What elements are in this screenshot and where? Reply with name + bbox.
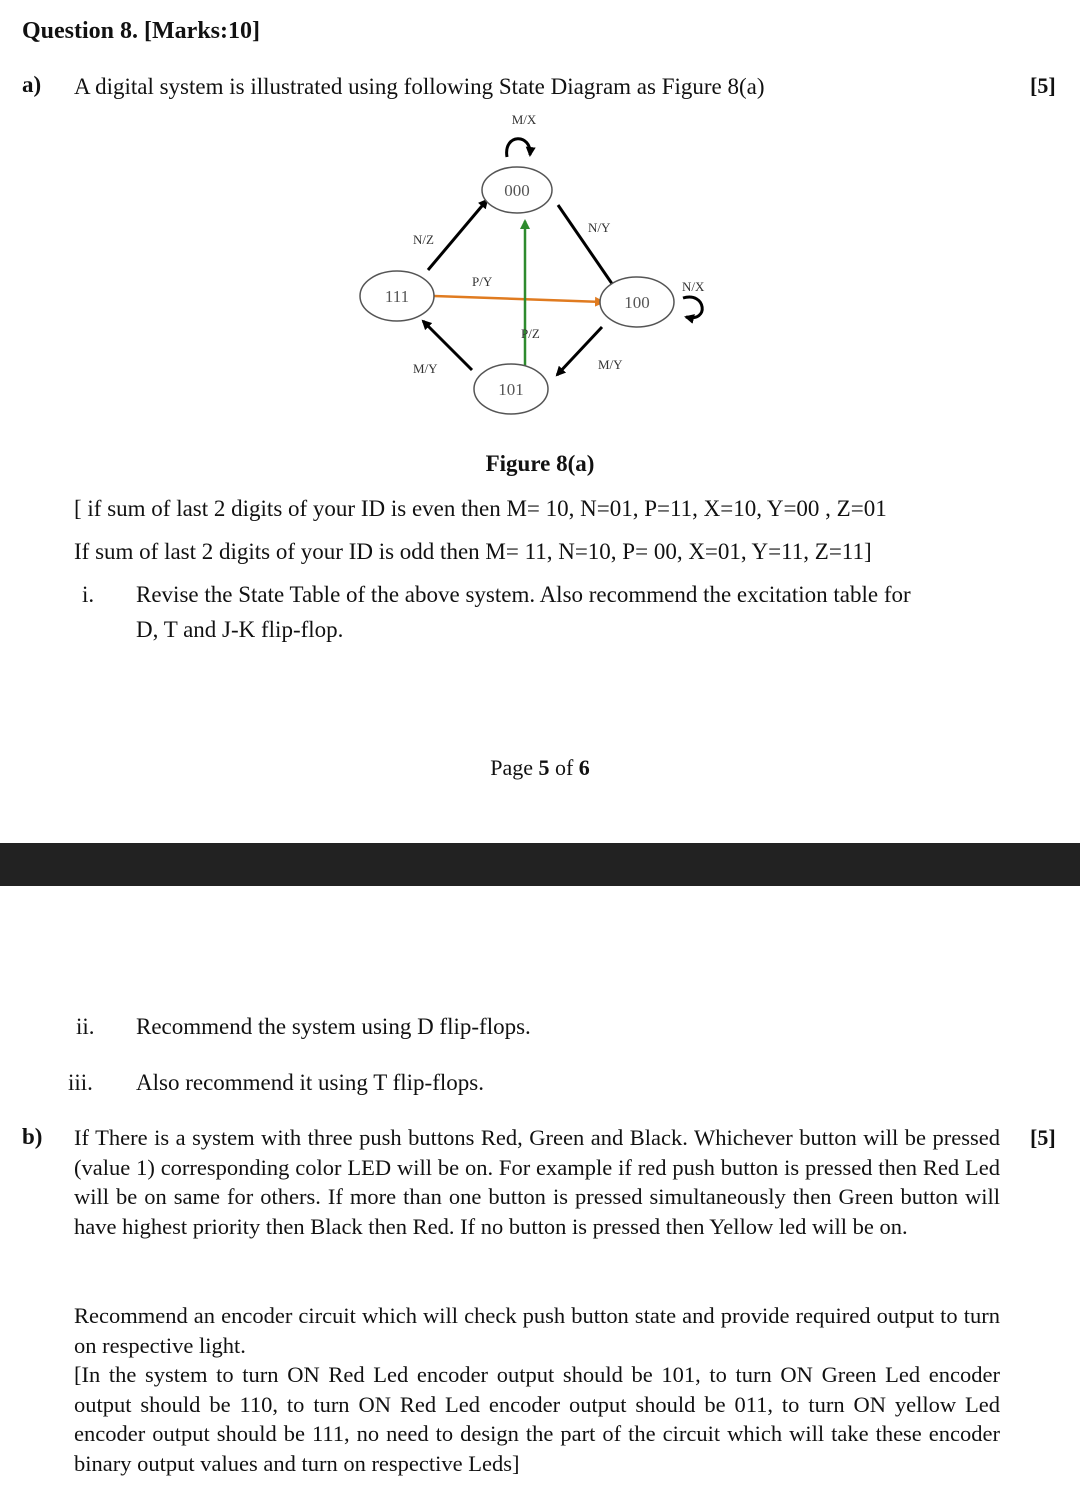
edge-000-100 <box>558 205 617 291</box>
condition-even: [ if sum of last 2 digits of your ID is even then M= 10, N=01, P=11, X=10, Y=00 , Z=01 <box>74 496 887 521</box>
edge-self-100 <box>683 297 702 318</box>
label-self-000: M/X <box>511 112 537 127</box>
page-number: Page 5 of 6 <box>490 755 590 780</box>
item-i-line1: Revise the State Table of the above system. Also recommend the excitation table for <box>136 582 911 607</box>
state-101-label: 101 <box>498 380 524 399</box>
state-100-label: 100 <box>624 293 650 312</box>
label-101-000: P/Z <box>521 326 540 341</box>
part-b-marks: [5] <box>1030 1125 1056 1150</box>
state-000-label: 000 <box>504 181 530 200</box>
figure-caption: Figure 8(a) <box>485 451 595 476</box>
part-b-paragraph-2: Recommend an encoder circuit which will check push button state and provide required output to turn on respective light. <box>74 1303 1000 1358</box>
page-separator-bar <box>0 843 1080 886</box>
state-diagram <box>340 105 740 435</box>
item-i-number: i. <box>82 582 95 607</box>
item-ii-text: Recommend the system using D flip-flops. <box>136 1014 531 1039</box>
label-101-111: M/Y <box>413 361 438 376</box>
item-i-line2: D, T and J-K flip-flop. <box>136 617 344 642</box>
part-a-label: a) <box>22 72 42 97</box>
label-111-100: P/Y <box>472 274 493 289</box>
item-iii-text: Also recommend it using T flip-flops. <box>136 1070 484 1095</box>
part-a-text: A digital system is illustrated using following State Diagram as Figure 8(a) <box>74 74 765 99</box>
condition-odd: If sum of last 2 digits of your ID is odd then M= 11, N=10, P= 00, X=01, Y=11, Z=11] <box>74 539 872 564</box>
label-111-000: N/Z <box>413 232 434 247</box>
edge-100-101 <box>557 327 602 375</box>
label-000-100: N/Y <box>588 220 611 235</box>
label-100-101: M/Y <box>598 357 623 372</box>
item-ii-number: ii. <box>76 1014 95 1039</box>
part-a-marks: [5] <box>1030 73 1056 98</box>
question-title: Question 8. [Marks:10] <box>22 18 260 44</box>
part-b-label: b) <box>22 1124 43 1149</box>
part-b-paragraph-3: [In the system to turn ON Red Led encoder output should be 101, to turn ON Green Led encoder output should be 110, to turn ON Red Led encoder output should be 011, to turn ON yellow Led encoder output should be 111, no need to design the part of the circuit which will take these encoder binary output values and turn on respective Leds] <box>74 1362 1000 1476</box>
item-iii-number: iii. <box>68 1070 93 1095</box>
edge-111-100 <box>434 296 603 302</box>
state-111-label: 111 <box>384 287 410 306</box>
edge-self-000 <box>507 139 530 157</box>
part-b-paragraph-1: If There is a system with three push buttons Red, Green and Black. Whichever button will be pressed (value 1) corresponding color LED will be on. For example if red push button is pressed then Red Led will be on same for others. If more than one button is pressed simultaneously then Green button will have highest priority then Black then Red. If no button is pressed then Yellow led will be on. <box>74 1125 1000 1239</box>
edge-111-000 <box>428 200 487 270</box>
label-self-100: N/X <box>682 279 705 294</box>
